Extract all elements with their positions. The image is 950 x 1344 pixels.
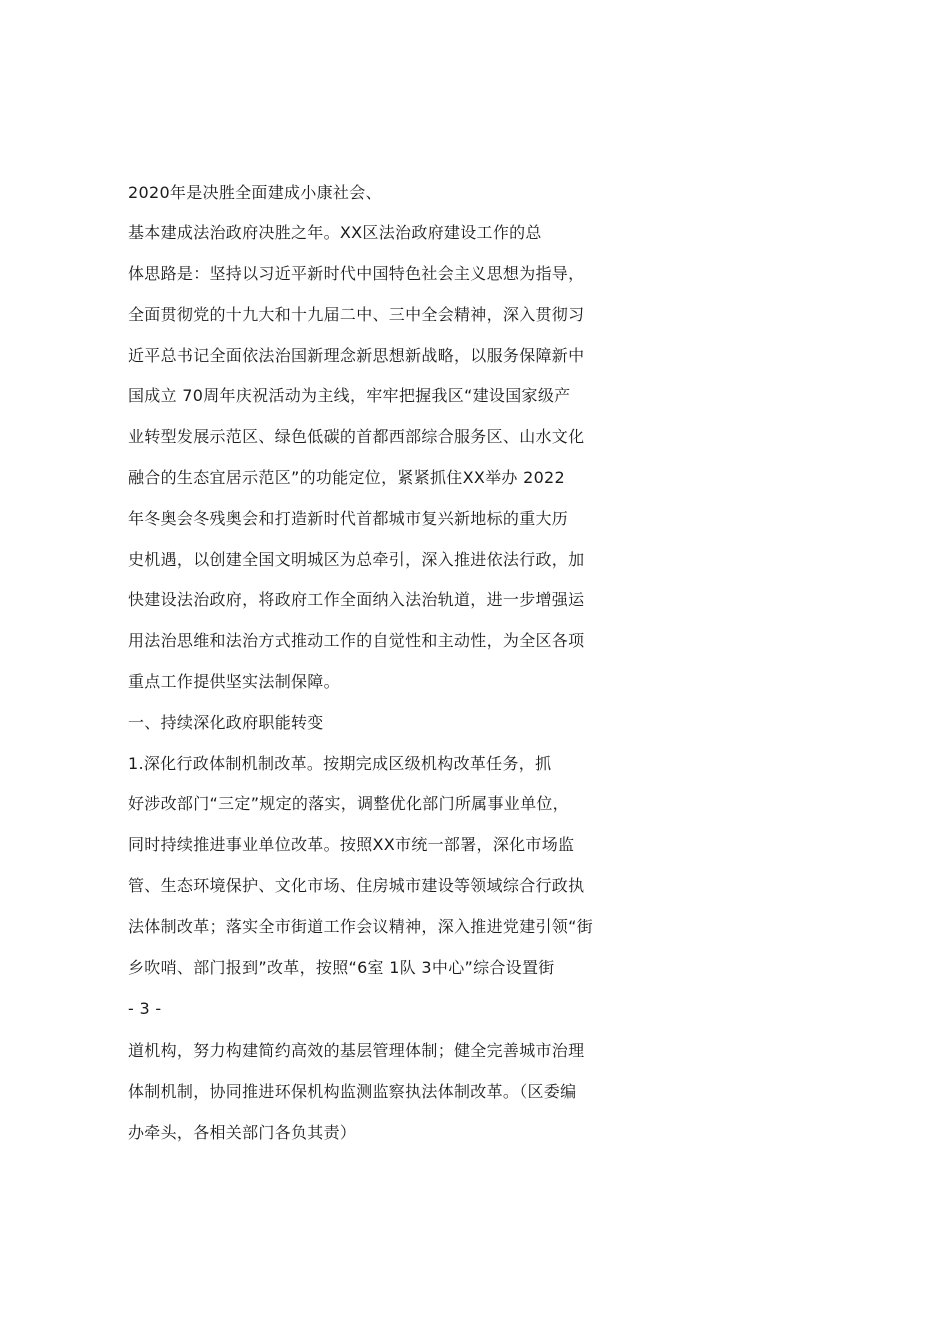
page-number: - 3 - (128, 999, 162, 1018)
paragraph-line: 基本建成法治政府决胜之年。XX区法治政府建设工作的总 (128, 223, 542, 242)
paragraph-line: 体制机制，协同推进环保机构监测监察执法体制改革。（区委编 (128, 1082, 577, 1101)
paragraph-line: 好涉改部门“三定”规定的落实，调整优化部门所属事业单位， (128, 794, 569, 813)
paragraph-line: 乡吹哨、部门报到”改革，按照“6室 1队 3中心”综合设置街 (128, 958, 555, 977)
paragraph-line: 2020年是决胜全面建成小康社会、 (128, 183, 382, 202)
paragraph-line: 道机构，努力构建简约高效的基层管理体制；健全完善城市治理 (128, 1041, 585, 1060)
paragraph-line: 融合的生态宜居示范区”的功能定位，紧紧抓住XX举办 2022 (128, 468, 566, 487)
paragraph-line: 全面贯彻党的十九大和十九届二中、三中全会精神，深入贯彻习 (128, 305, 585, 324)
paragraph-line: 史机遇，以创建全国文明城区为总牵引，深入推进依法行政，加 (128, 550, 585, 569)
paragraph-line: 用法治思维和法治方式推动工作的自觉性和主动性，为全区各项 (128, 631, 585, 650)
paragraph-line: 重点工作提供坚实法制保障。 (128, 672, 340, 691)
paragraph-line: 管、生态环境保护、文化市场、住房城市建设等领域综合行政执 (128, 876, 585, 895)
paragraph-line: 办牵头，各相关部门各负其责） (128, 1123, 357, 1142)
paragraph-line: 快建设法治政府，将政府工作全面纳入法治轨道，进一步增强运 (128, 590, 585, 609)
paragraph-line: 同时持续推进事业单位改革。按照XX市统一部署，深化市场监 (128, 835, 575, 854)
section-heading: 一、持续深化政府职能转变 (128, 713, 324, 732)
paragraph-line: 业转型发展示范区、绿色低碳的首都西部综合服务区、山水文化 (128, 427, 585, 446)
paragraph-line: 1.深化行政体制机制改革。按期完成区级机构改革任务，抓 (128, 754, 552, 773)
paragraph-line: 法体制改革；落实全市街道工作会议精神，深入推进党建引领“街 (128, 917, 593, 936)
paragraph-line: 近平总书记全面依法治国新理念新思想新战略，以服务保障新中 (128, 346, 585, 365)
paragraph-line: 国成立 70周年庆祝活动为主线，牢牢把握我区“建设国家级产 (128, 386, 571, 405)
paragraph-line: 年冬奥会冬残奥会和打造新时代首都城市复兴新地标的重大历 (128, 509, 569, 528)
paragraph-line: 体思路是：坚持以习近平新时代中国特色社会主义思想为指导， (128, 264, 585, 283)
